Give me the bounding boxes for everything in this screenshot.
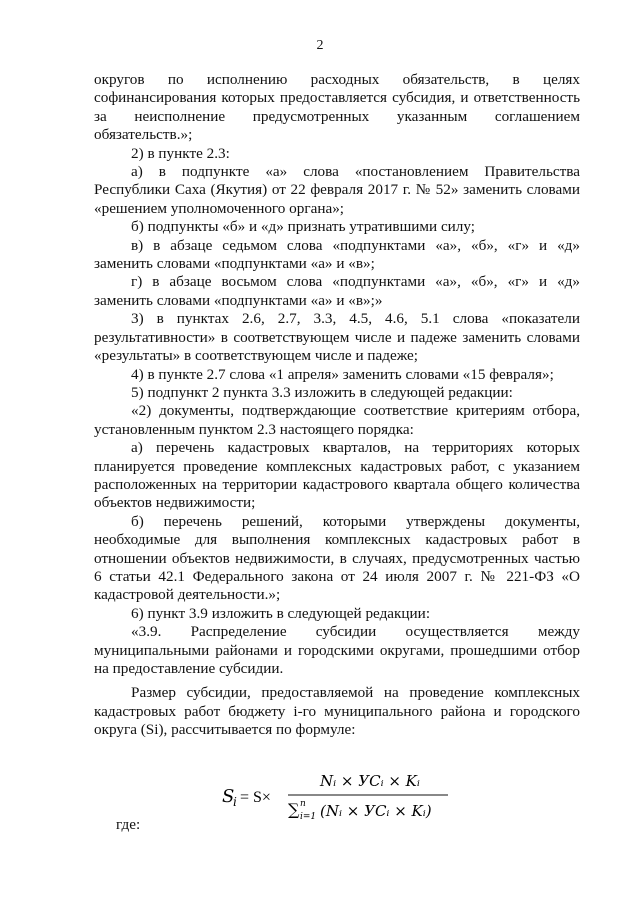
paragraph: б) подпункты «б» и «д» признать утратившими силу;: [131, 218, 476, 236]
paragraph: г) в абзаце восьмом слова «подпунктами «а», «б», «г» и «д» заменить словами «подпунктами «а» и «в»;»: [94, 273, 580, 309]
paragraph: а) в подпункте «а» слова «постановлением Правительства Республики Саха (Якутия) от 22 февраля 2017 г. № 52» заменить словами «решением уполномоченного органа»;: [94, 163, 580, 217]
formula-denominator: (Nᵢ × УСᵢ × Kᵢ): [320, 802, 432, 820]
document-body: [94, 71, 580, 740]
paragraph: «2) документы, подтверждающие соответствие критериям отбора, установленным пунктом 2.3 настоящего порядка:: [94, 402, 580, 438]
paragraph: 3) в пунктах 2.6, 2.7, 3.3, 4.5, 4.6, 5.1 слова «показатели результативности» в соответствующем числе и падеже заменить словами «результаты» в соответствующем числе и падеже;: [94, 310, 580, 365]
paragraph: «3.9. Распределение субсидии осуществляется между муниципальными районами и городскими округами, прошедшими отбор на предоставление субсидии.: [94, 623, 580, 677]
paragraph: 6) пункт 3.9 изложить в следующей редакции:: [131, 604, 431, 622]
formula-sum-sign: ∑: [288, 800, 300, 819]
page-number: 2: [316, 38, 324, 53]
formula-sum-lower: i=1: [300, 812, 317, 822]
paragraph: а) перечень кадастровых кварталов, на территориях которых планируется проведение комплексных кадастровых работ, с указанием расположенных на территории кадастрового квартала общего количества объектов недвижимости;: [94, 439, 580, 512]
paragraph: в) в абзаце седьмом слова «подпунктами «а», «б», «г» и «д» заменить словами «подпунктами «а» и «в»;: [94, 236, 580, 273]
formula-graphic: [222, 768, 462, 824]
paragraph: 5) подпункт 2 пункта 3.3 изложить в следующей редакции:: [131, 383, 513, 401]
paragraph: 2) в пункте 2.3:: [131, 144, 230, 162]
formula-sum-upper: n: [300, 799, 306, 809]
formula-numerator: Nᵢ × УСᵢ × Kᵢ: [320, 772, 420, 790]
paragraph: б) перечень решений, которыми утверждены документы, необходимые для выполнения комплексных кадастровых работ в отношении объектов недвижимости, в случаях, предусмотренных частью 6 статьи 42.1 Федерального закона от 24 июля 2007 г. № 221-ФЗ «О кадастровой деятельности.»;: [94, 512, 580, 604]
subsidy-formula: [0, 768, 640, 824]
paragraph: Размер субсидии, предоставляемой на проведение комплексных кадастровых работ бюджету i-го муниципального района и городского округа (Si), рассчитывается по формуле:: [94, 684, 580, 739]
where-label: где:: [116, 816, 141, 833]
paragraph: округов по исполнению расходных обязательств, в целях софинансирования которых предоставляется субсидия, и ответственность за неисполнение предусмотренных указанным соглашением обязательств.»;: [94, 71, 580, 144]
paragraph: 4) в пункте 2.7 слова «1 апреля» заменить словами «15 февраля»;: [131, 365, 554, 383]
formula-lhs-sub: i: [233, 795, 237, 809]
formula-eq: = S×: [240, 789, 271, 806]
formula-lhs: S: [222, 786, 235, 807]
